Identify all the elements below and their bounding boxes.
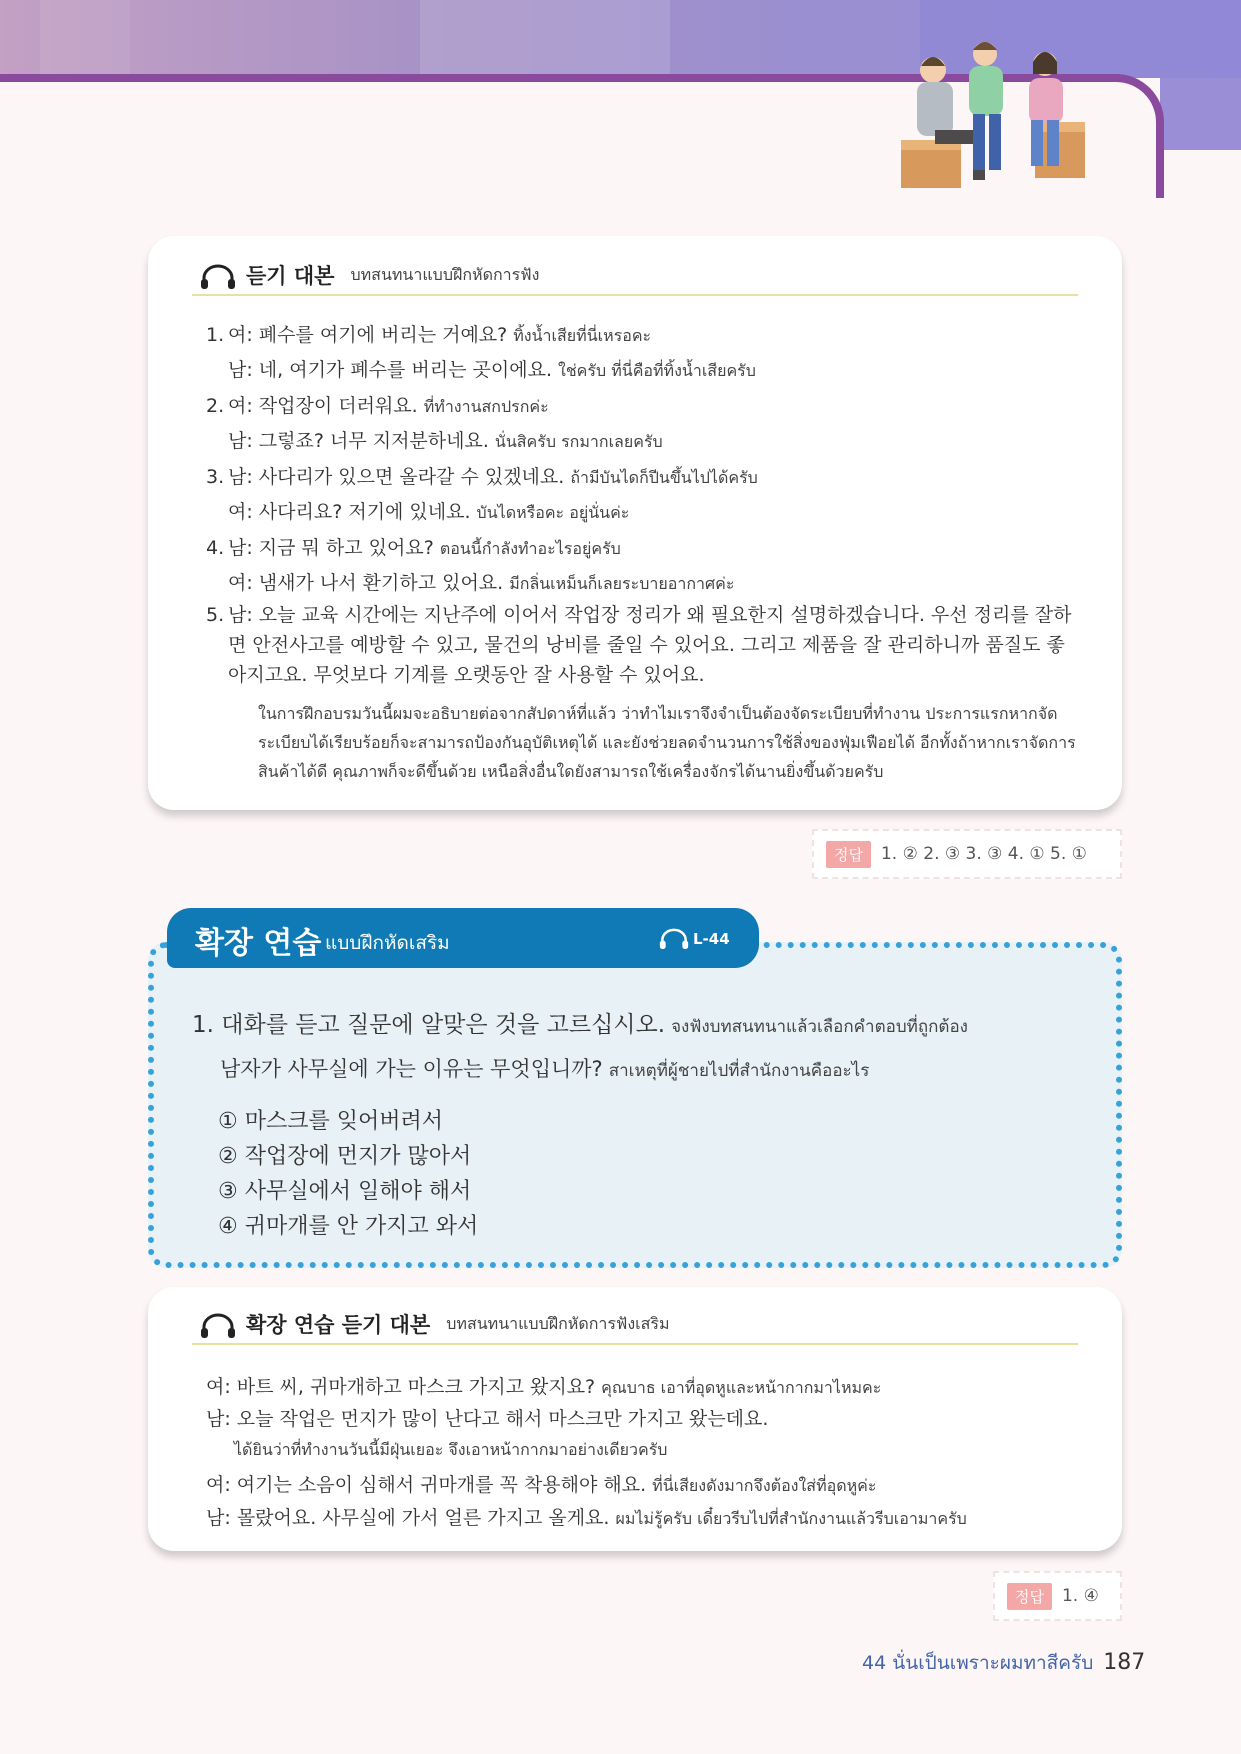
answer-label: 정답 — [1007, 1583, 1052, 1610]
extension-title: 확장 연습 — [195, 926, 322, 961]
script-line: 여: 여기는 소음이 심해서 귀마개를 꼭 착용해야 해요. ที่นี่เสียงดังมากจึงต้องใส่ที่อุดหูค่ะ — [206, 1474, 877, 1496]
script-line: 3. 남: 사다리가 있으면 올라갈 수 있겠네요. ถ้ามีบันไดก็ปีนขึ้นไปได้ครับ — [206, 466, 758, 488]
headphone-icon — [200, 1313, 236, 1339]
page-number: 187 — [1103, 1650, 1146, 1675]
item-number: 5. — [206, 604, 225, 626]
script-line: 여: 사다리요? 저기에 있네요. บันไดหรือคะ อยู่นั่นค่ะ — [228, 501, 630, 523]
script-line: 남: 네, 여기가 폐수를 버리는 곳이에요. ใช่ครับ ที่นี่คือที่ทิ้งน้ำเสียครับ — [228, 359, 756, 381]
script-subtitle: บทสนทนาแบบฝึกหัดการฟังเสริม — [446, 1314, 670, 1333]
script-line: 여: 냄새가 나서 환기하고 있어요. มีกลิ่นเหม็นก็เลยระบายอากาศค่ะ — [228, 572, 735, 594]
long-script-thai: ในการฝึกอบรมวันนี้ผมจะอธิบายต่อจากสัปดาห์ที่แล้ว ว่าทำไมเราจึงจำเป็นต้องจัดระเบียบที่ทำงาน ประการแรกหากจัดระเบียบได้เรียบร้อยก็จะสามารถป้องกันอุบัติเหตุได้ และยังช่วยลดจำนวนการใช้สิ่งของฟุ่มเฟือยได้ อีกทั้งถ้าหากเราจัดการสินค้าได้ดี คุณภาพก็จะดีขึ้นด้วย เหนือสิ่งอื่นใดยังสามารถใช้เครื่องจักรได้นานยิ่งขึ้นด้วยครับ — [258, 704, 1076, 781]
script-title: 듣기 대본 — [246, 264, 335, 288]
script-title: 확장 연습 듣기 대본 — [246, 1313, 431, 1337]
title-underline — [192, 294, 1078, 296]
extension-subtitle: แบบฝึกหัดเสริม — [325, 932, 450, 954]
page-footer — [862, 1648, 1145, 1678]
option-3[interactable]: ③ 사무실에서 일해야 해서 — [218, 1179, 472, 1204]
option-1[interactable]: ① 마스크를 잊어버려서 — [218, 1109, 443, 1134]
script-line: 1. 여: 폐수를 여기에 버리는 거예요? ทิ้งน้ำเสียที่นี่เหรอคะ — [206, 324, 652, 346]
script-line: 4. 남: 지금 뭐 하고 있어요? ตอนนี้กำลังทำอะไรอยู่ครับ — [206, 537, 621, 559]
answer-text: 1. ② 2. ③ 3. ③ 4. ① 5. ① — [880, 844, 1087, 864]
listening-script-card — [148, 236, 1122, 810]
script-line: 2. 여: 작업장이 더러워요. ที่ทำงานสกปรกค่ะ — [206, 395, 549, 417]
audio-track[interactable] — [659, 928, 730, 950]
answer-text: 1. ④ — [1061, 1586, 1099, 1606]
question: 1. 대화를 듣고 질문에 알맞은 것을 고르십시오. จงฟังบทสนทนาแล้วเลือกคำตอบที่ถูกต้อง — [192, 1012, 968, 1038]
people-illustration — [895, 36, 1095, 196]
lesson-title: 44 นั่นเป็นเพราะผมทาสีครับ — [862, 1652, 1094, 1674]
script-header — [200, 1307, 670, 1339]
headphone-icon — [659, 928, 689, 950]
header-corner-fill — [1160, 78, 1241, 150]
extension-script-card — [148, 1287, 1122, 1551]
option-4[interactable]: ④ 귀마개를 안 가지고 와서 — [218, 1214, 479, 1239]
sub-question: 남자가 사무실에 가는 이유는 무엇입니까? สาเหตุที่ผู้ชายไปที่สำนักงานคืออะไร — [220, 1057, 870, 1081]
extension-tab — [167, 908, 759, 968]
script-line: 남: 오늘 작업은 먼지가 많이 난다고 해서 마스크만 가지고 왔는데요. — [206, 1408, 769, 1430]
headphone-icon — [200, 264, 236, 290]
script-subtitle: บทสนทนาแบบฝึกหัดการฟัง — [350, 265, 540, 284]
answer-label: 정답 — [826, 841, 871, 868]
answer-key — [993, 1571, 1122, 1621]
script-line: 여: 바트 씨, 귀마개하고 마스크 가지고 왔지요? คุณบาธ เอาที่อุดหูและหน้ากากมาไหมคะ — [206, 1376, 882, 1398]
script-header — [200, 258, 539, 290]
script-line: 남: 그렇죠? 너무 지저분하네요. นั่นสิครับ รกมากเลยครับ — [228, 430, 663, 452]
script-line: 남: 몰랐어요. 사무실에 가서 얼른 가지고 올게요. ผมไม่รู้ครับ เดี๋ยวรีบไปที่สำนักงานแล้วรีบเอามาครับ — [206, 1507, 967, 1529]
title-underline — [192, 1343, 1078, 1345]
answer-key — [812, 829, 1122, 879]
long-script-korean: 남: 오늘 교육 시간에는 지난주에 이어서 작업장 정리가 왜 필요한지 설명하겠습니다. 우선 정리를 잘하면 안전사고를 예방할 수 있고, 물건의 낭비를 줄일 수 있어요. 그리고 제품을 잘 관리하니까 품질도 좋아지고요. 무엇보다 기계를 오랫동안 잘 사용할 수 있어요. — [228, 604, 1072, 686]
track-label: L-44 — [693, 930, 730, 948]
script-line: ได้ยินว่าที่ทำงานวันนี้มีฝุ่นเยอะ จึงเอาหน้ากากมาอย่างเดียวครับ — [234, 1440, 668, 1459]
option-2[interactable]: ② 작업장에 먼지가 많아서 — [218, 1144, 472, 1169]
